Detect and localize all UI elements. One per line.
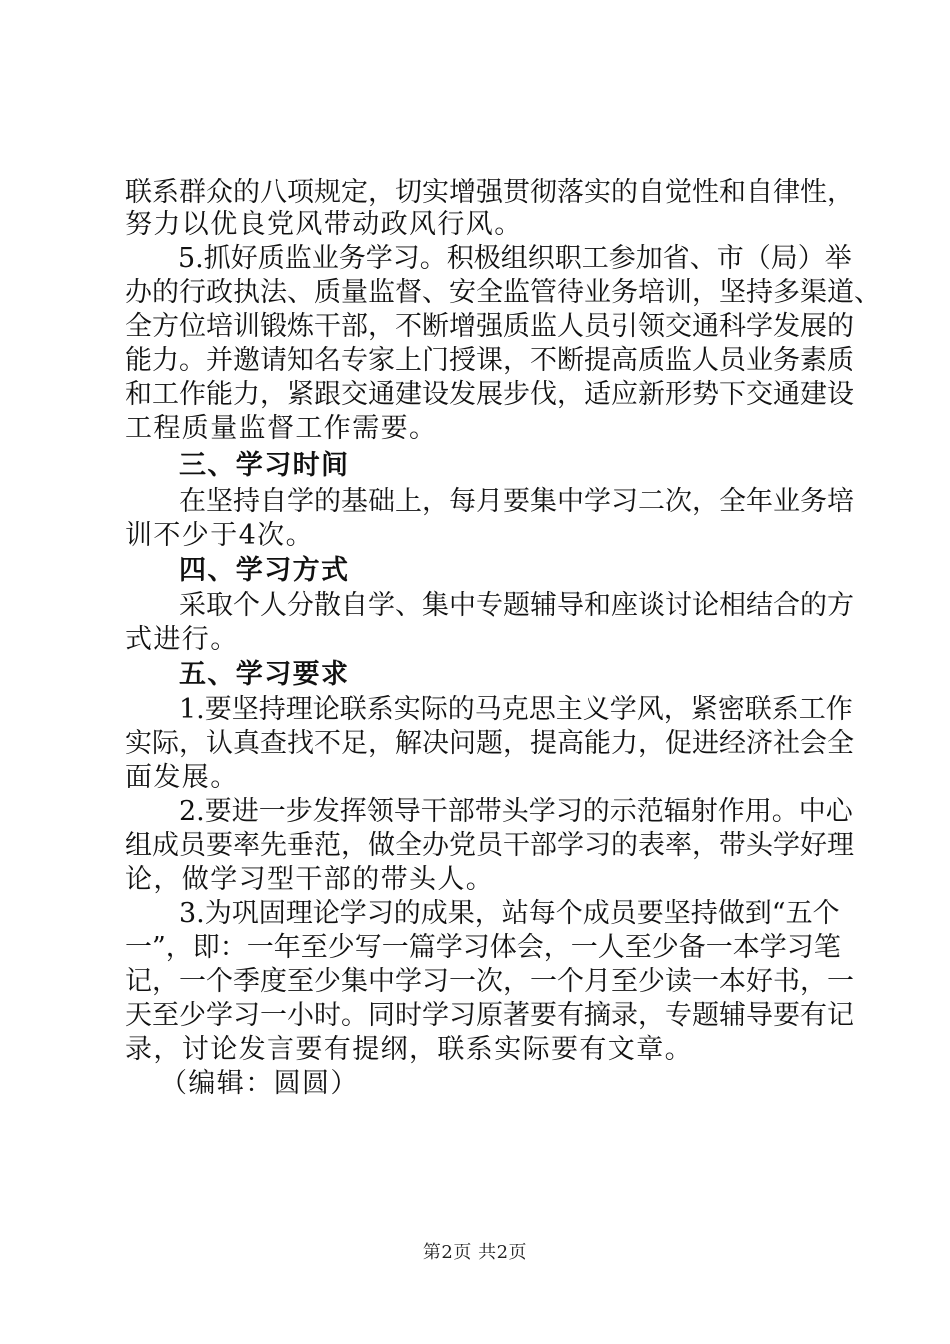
page-footer: 第2页 共2页 — [422, 1242, 528, 1263]
paragraph-line: 采取个人分散自学、集中专题辅导和座谈讨论相结合的方 — [179, 590, 854, 621]
paragraph-line: 联系群众的八项规定，切实增强贯彻落实的自觉性和自律性， — [125, 177, 854, 208]
paragraph-line: 3.为巩固理论学习的成果，站每个成员要坚持做到“五个 — [179, 898, 840, 929]
paragraph-line: 在坚持自学的基础上，每月要集中学习二次，全年业务培 — [179, 486, 854, 517]
paragraph-line: 办的行政执法、质量监督、安全监管待业务培训，坚持多渠道、 — [125, 277, 881, 308]
section-heading: 五、学习要求 — [179, 659, 350, 690]
paragraph-line: 5.抓好质监业务学习。积极组织职工参加省、市（局）举 — [178, 243, 852, 274]
paragraph-line: 和工作能力，紧跟交通建设发展步伐，适应新形势下交通建设 — [125, 379, 854, 410]
paragraph-line: 努力以优良党风带动政风行风。 — [125, 209, 523, 240]
paragraph-line: 能力。并邀请知名专家上门授课，不断提高质监人员业务素质 — [125, 345, 854, 376]
paragraph-line: 论，做学习型干部的带头人。 — [125, 864, 495, 895]
editor-credit: （编辑：圆圆） — [160, 1068, 359, 1099]
paragraph-line: 面发展。 — [125, 762, 239, 793]
paragraph-line: 工程质量监督工作需要。 — [125, 413, 438, 444]
paragraph-line: 天至少学习一小时。同时学习原著要有摘录，专题辅导要有记 — [125, 1000, 854, 1031]
paragraph-line: 一”，即：一年至少写一篇学习体会，一人至少备一本学习笔 — [125, 932, 841, 963]
section-heading: 三、学习时间 — [179, 450, 350, 481]
section-heading: 四、学习方式 — [179, 555, 350, 586]
paragraph-line: 2.要进一步发挥领导干部带头学习的示范辐射作用。中心 — [179, 796, 853, 827]
paragraph-line: 录，讨论发言要有提纲，联系实际要有文章。 — [125, 1034, 693, 1065]
paragraph-line: 式进行。 — [125, 624, 239, 655]
paragraph-line: 记，一个季度至少集中学习一次，一个月至少读一本好书，一 — [125, 966, 854, 997]
paragraph-line: 实际，认真查找不足，解决问题，提高能力，促进经济社会全 — [125, 728, 854, 759]
paragraph-line: 全方位培训锻炼干部，不断增强质监人员引领交通科学发展的 — [125, 311, 854, 342]
paragraph-line: 组成员要率先垂范，做全办党员干部学习的表率，带头学好理 — [125, 830, 854, 861]
paragraph-line: 训不少于4次。 — [125, 520, 314, 551]
paragraph-line: 1.要坚持理论联系实际的马克思主义学风，紧密联系工作 — [179, 694, 853, 725]
